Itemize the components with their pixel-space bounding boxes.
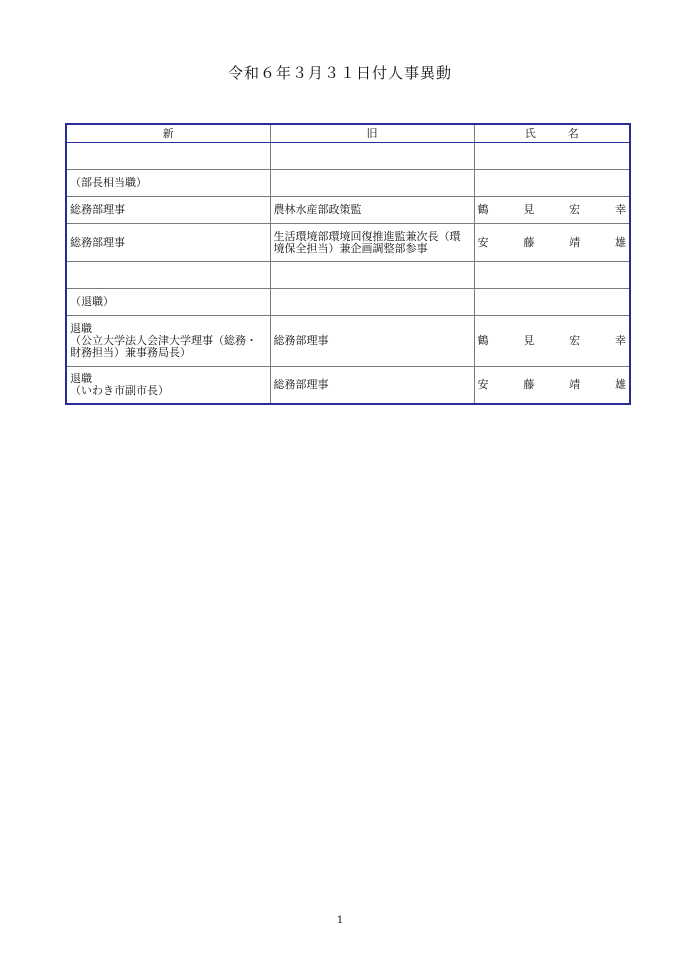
- personnel-change-table: [65, 123, 631, 405]
- cell-new-position: [66, 367, 270, 404]
- name-char: 藤: [523, 235, 535, 249]
- name-char: 宏: [569, 334, 581, 347]
- cell-old-position: 総務部理事: [270, 316, 474, 367]
- name-char: 靖: [569, 377, 581, 391]
- cell-new-position: [66, 224, 270, 262]
- table-header-row: [66, 124, 630, 143]
- cell-old-position: [270, 289, 474, 316]
- cell-old-position: [270, 170, 474, 197]
- cell-old-position: 総務部理事: [270, 367, 474, 404]
- cell-person-name: [474, 367, 630, 404]
- header-old: 旧: [270, 124, 474, 143]
- cell-old-position: 生活環境部環境回復推進監兼次長（環境保全担当）兼企画調整部参事: [270, 224, 474, 262]
- table-row: [66, 316, 630, 367]
- cell-old-position: 農林水産部政策監: [270, 197, 474, 224]
- name-char: 鶴: [477, 203, 489, 216]
- cell-new-position: [66, 262, 270, 289]
- table-row: [66, 143, 630, 170]
- cell-person-name: [474, 197, 630, 224]
- name-char: 安: [477, 377, 489, 391]
- cell-person-name: [474, 262, 630, 289]
- name-char: 幸: [614, 334, 626, 347]
- header-name: [474, 124, 630, 143]
- cell-new-position: [66, 143, 270, 170]
- table-row: [66, 262, 630, 289]
- cell-new-text: （いわき市副市長）: [70, 383, 169, 397]
- table-row: [66, 197, 630, 224]
- table-row: [66, 289, 630, 316]
- name-char: 雄: [614, 377, 626, 391]
- name-char: 藤: [523, 377, 535, 391]
- name-char: 見: [523, 203, 535, 216]
- cell-person-name: [474, 316, 630, 367]
- name-char: 靖: [569, 235, 581, 249]
- cell-new-text: 退職: [70, 322, 92, 335]
- cell-person-name: [474, 224, 630, 262]
- name-char: 安: [477, 235, 489, 249]
- table-row: [66, 224, 630, 262]
- name-char: 鶴: [477, 334, 489, 347]
- name-char: 幸: [614, 203, 626, 216]
- cell-person-name: [474, 289, 630, 316]
- page-number: 1: [336, 915, 344, 926]
- cell-new-text: 総務部理事: [70, 203, 125, 216]
- name-char: 雄: [614, 235, 626, 249]
- header-name-char: 名: [567, 126, 579, 140]
- name-char: 宏: [569, 203, 581, 216]
- cell-new-text: （部長相当職）: [70, 176, 147, 189]
- table-row: [66, 170, 630, 197]
- table-row: [66, 367, 630, 404]
- name-char: 見: [523, 334, 535, 347]
- cell-new-text: 退職: [70, 371, 92, 385]
- cell-new-text: 総務部理事: [70, 235, 125, 249]
- cell-old-position: [270, 143, 474, 170]
- cell-new-position: [66, 289, 270, 316]
- cell-person-name: [474, 170, 630, 197]
- cell-person-name: [474, 143, 630, 170]
- header-new: 新: [66, 124, 270, 143]
- cell-new-position: [66, 170, 270, 197]
- cell-new-position: [66, 316, 270, 367]
- cell-old-position: [270, 262, 474, 289]
- cell-new-text: （公立大学法人会津大学理事（総務・財務担当）兼事務局長）: [70, 334, 257, 359]
- document-title: 令和６年３月３１日付人事異動: [227, 64, 452, 82]
- cell-new-position: [66, 197, 270, 224]
- header-name-char: 氏: [524, 126, 536, 140]
- cell-new-text: （退職）: [70, 295, 114, 308]
